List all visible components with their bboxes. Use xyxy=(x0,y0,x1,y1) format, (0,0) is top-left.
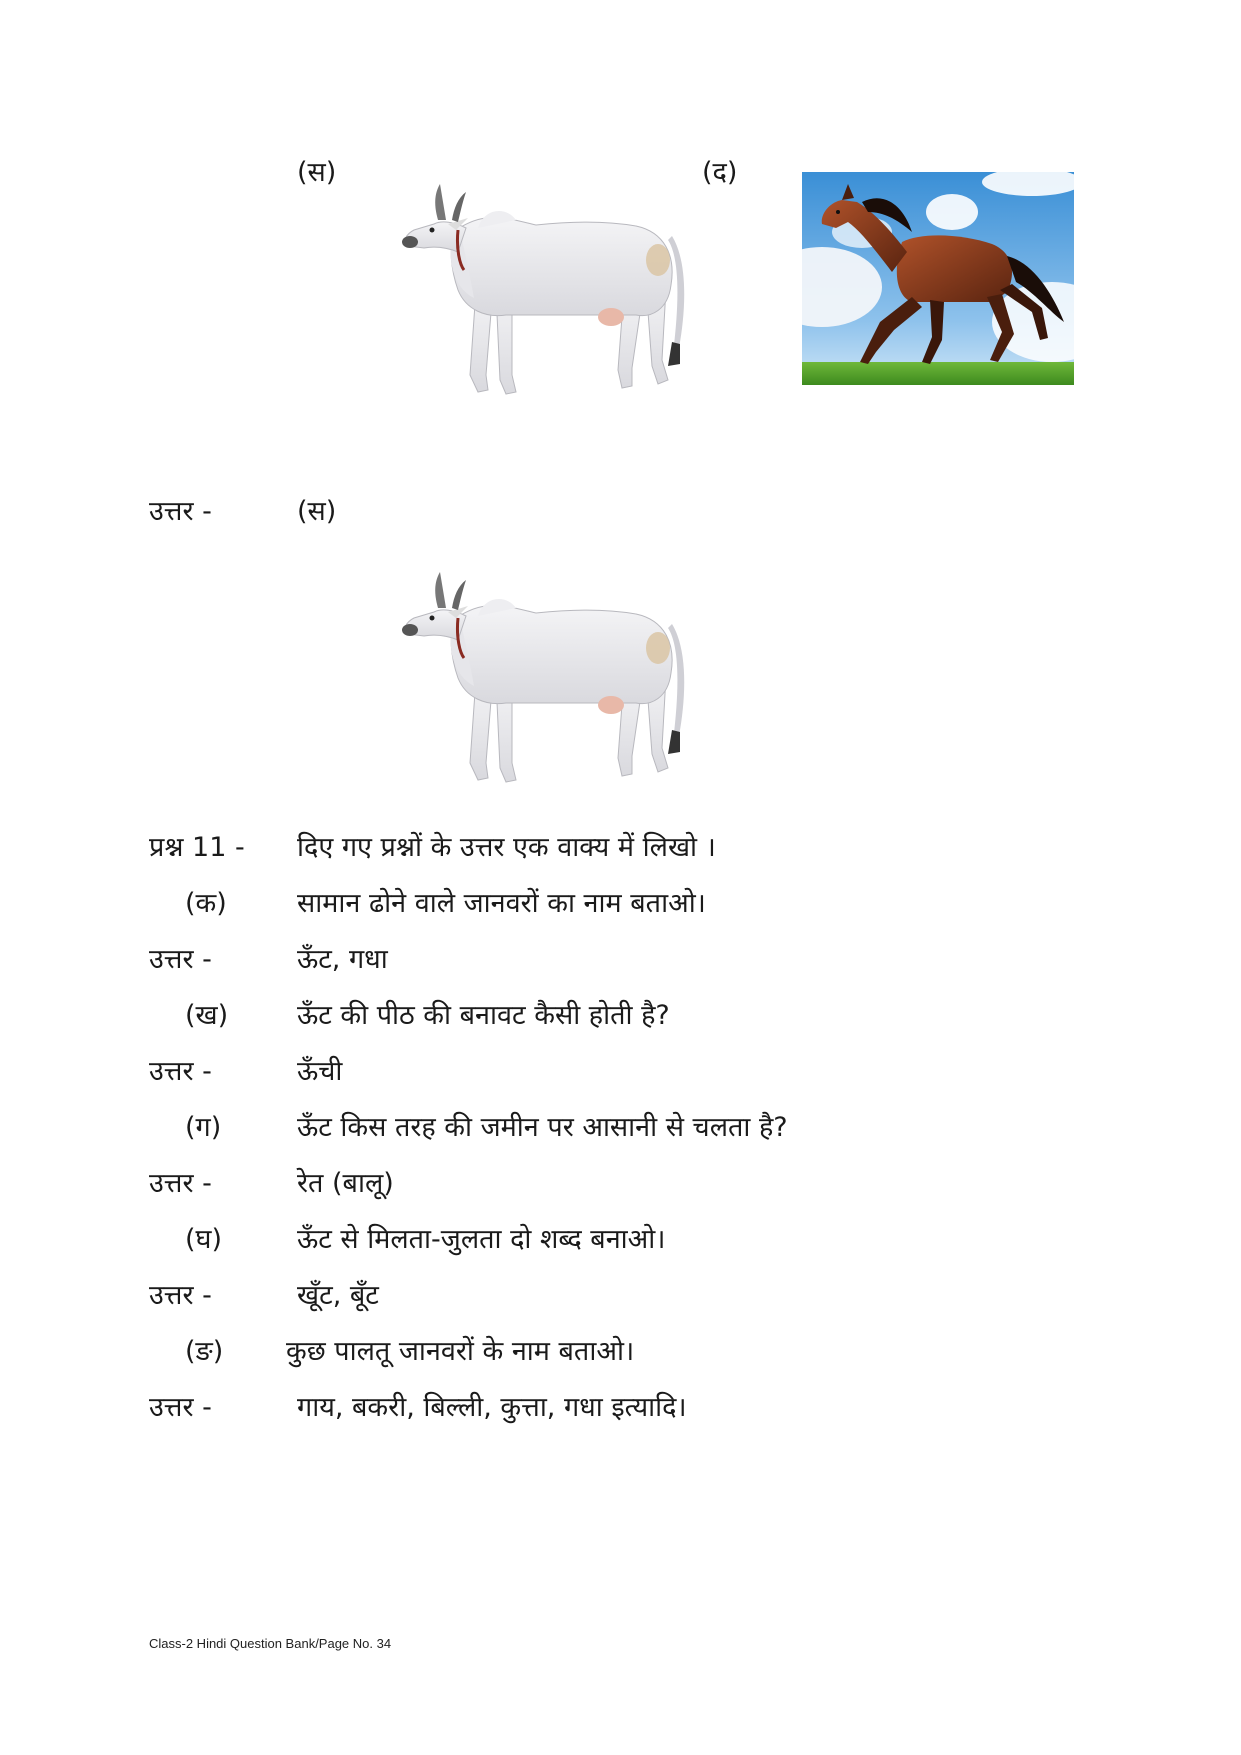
page-footer: Class-2 Hindi Question Bank/Page No. 34 xyxy=(149,1636,392,1651)
sub-question-text: ऊँट किस तरह की जमीन पर आसानी से चलता है? xyxy=(297,1112,788,1143)
sub-question-text: ऊँट की पीठ की बनावट कैसी होती है? xyxy=(297,1000,670,1031)
question-11-text: दिए गए प्रश्नों के उत्तर एक वाक्य में लिखो । xyxy=(297,832,716,863)
sub-question-marker: (ङ) xyxy=(185,1336,224,1367)
answer-text: ऊँची xyxy=(297,1056,343,1087)
option-c-label: (स) xyxy=(297,157,337,188)
answer-label: उत्तर - xyxy=(149,1168,212,1199)
sub-question-text: ऊँट से मिलता-जुलता दो शब्द बनाओ। xyxy=(297,1224,666,1255)
answer-text: ऊँट, गधा xyxy=(297,944,388,975)
answer-value: (स) xyxy=(297,496,337,527)
answer-label: उत्तर - xyxy=(149,1280,212,1311)
cow-answer-image xyxy=(396,558,686,788)
question-11-label: प्रश्न 11 - xyxy=(149,832,245,863)
answer-text: रेत (बालू) xyxy=(297,1168,394,1199)
sub-question-marker: (ग) xyxy=(185,1112,222,1143)
option-d-label: (द) xyxy=(702,157,738,188)
sub-question-text: कुछ पालतू जानवरों के नाम बताओ। xyxy=(286,1336,635,1367)
answer-text: खूँट, बूँट xyxy=(297,1280,379,1311)
sub-question-marker: (क) xyxy=(185,888,227,919)
sub-question-marker: (घ) xyxy=(185,1224,223,1255)
horse-image xyxy=(802,172,1074,385)
answer-label: उत्तर - xyxy=(149,944,212,975)
answer-label: उत्तर - xyxy=(149,496,212,527)
sub-question-marker: (ख) xyxy=(185,1000,229,1031)
answer-text: गाय, बकरी, बिल्ली, कुत्ता, गधा इत्यादि। xyxy=(297,1392,687,1423)
cow-image xyxy=(396,170,686,400)
answer-label: उत्तर - xyxy=(149,1056,212,1087)
sub-question-text: सामान ढोने वाले जानवरों का नाम बताओ। xyxy=(297,888,706,919)
answer-label: उत्तर - xyxy=(149,1392,212,1423)
